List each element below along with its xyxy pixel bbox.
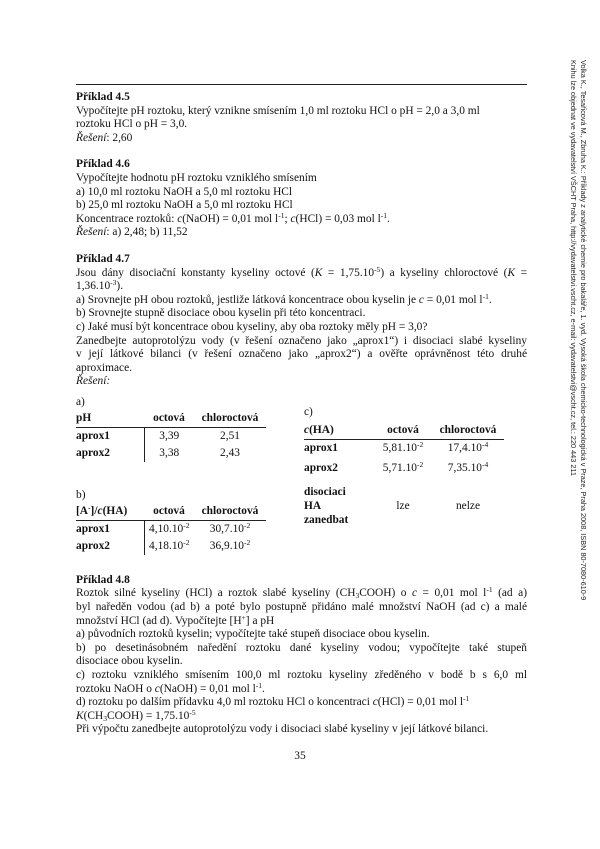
table-row xyxy=(304,439,504,457)
table-cell: 2,43 xyxy=(220,446,240,459)
table-row xyxy=(76,538,266,555)
side-citation-line-2: Knihu lze objednat ve vydavatelství VŠCHT Praha, http://vydavatelstvi.vscht.cz, e-mail: vydavatelstvi@vscht.cz, tel.: 220 443 211 xyxy=(569,60,578,476)
var-c: c xyxy=(154,682,160,695)
table-header-cell: chloroctová xyxy=(194,410,266,428)
text: . xyxy=(262,682,265,695)
text: (NaOH) = 0,01 mol l xyxy=(159,682,256,695)
var-c: c xyxy=(372,696,378,709)
text: [A xyxy=(76,504,89,517)
text: Roztok silné kyseliny (HCl) a roztok slabé kyseliny (CH xyxy=(76,587,356,600)
exponent: -1 xyxy=(486,585,493,595)
example-4-7-note-3: aproximace. xyxy=(76,361,132,374)
text: zanedbat xyxy=(304,513,349,526)
example-4-7-task-b: b) Srovnejte stupně disociace obou kyselin při této koncentraci. xyxy=(76,307,366,320)
table-c xyxy=(304,422,504,533)
table-header-cell xyxy=(304,422,374,440)
solution-label: Řešení xyxy=(76,226,107,239)
table-cell: 3,38 xyxy=(159,446,180,459)
text: = 1,75.10 xyxy=(322,266,375,279)
text: = 0,01 mol l xyxy=(417,587,487,600)
row-label: aprox2 xyxy=(304,462,338,475)
row-label: aprox2 xyxy=(76,538,144,555)
text: 30,7.10 xyxy=(209,522,244,535)
example-4-7-title: Příklad 4.7 xyxy=(76,252,130,265)
text: 1,36.10 xyxy=(76,280,111,293)
example-4-8-task-b-2: disociace obou kyselin. xyxy=(76,655,183,668)
table-header-cell: octová xyxy=(144,410,194,428)
example-4-8-text-3 xyxy=(76,612,527,629)
solution-value: : a) 2,48; b) 11,52 xyxy=(106,226,188,239)
text: 36,9.10 xyxy=(209,539,244,552)
exponent: -1 xyxy=(463,694,470,704)
row-label: aprox2 xyxy=(76,445,144,462)
text: ). xyxy=(116,280,124,293)
table-cell xyxy=(194,520,266,538)
example-4-6-title: Příklad 4.6 xyxy=(76,158,130,171)
exponent: -2 xyxy=(183,537,190,547)
text: (HA) xyxy=(309,423,334,436)
table-header-row xyxy=(76,503,266,521)
example-4-8-task-a: a) původních roztoků kyselin; vypočítejte také stupeň disociace obou kyselin. xyxy=(76,628,430,641)
text: ]/ xyxy=(90,504,98,517)
example-4-7-note-1: Zanedbejte autoprotolýzu vody (v řešení označeno jako „aprox1“) i disociaci slabé kyseliny xyxy=(76,334,527,347)
text: 5,71.10 xyxy=(382,462,417,475)
table-row xyxy=(76,520,266,538)
example-4-7-task-c: c) Jaké musí být koncentrace obou kyseliny, aby oba roztoky měly pH = 3,0? xyxy=(76,320,428,333)
table-cell xyxy=(432,439,504,457)
table-cell xyxy=(144,538,194,555)
solution-label: Řešení xyxy=(76,131,107,144)
var-k: K xyxy=(507,266,516,279)
table-cell: nelze xyxy=(455,500,481,513)
example-4-8-task-c-1: c) roztoku vzniklého smísením 100,0 ml roztoku kyseliny zředěného v bodě b s 6,0 ml xyxy=(76,669,527,682)
table-cell xyxy=(374,457,432,481)
exponent: -1 xyxy=(278,210,285,220)
table-cell xyxy=(144,520,194,538)
table-cell: lze xyxy=(396,500,410,513)
table-header-cell: chloroctová xyxy=(194,503,266,521)
exponent: -1 xyxy=(380,210,388,220)
table-row xyxy=(76,427,266,445)
table-header-cell: chloroctová xyxy=(432,422,504,440)
example-4-8-task-c-2 xyxy=(76,680,527,697)
example-4-7-task-a xyxy=(76,291,527,308)
exponent: -2 xyxy=(416,460,424,470)
superscript: + xyxy=(241,612,246,622)
table-b-label: b) xyxy=(76,488,86,501)
text: a) Srovnejte pH obou roztoků, jestliže látková koncentrace obou kyselin je xyxy=(76,293,419,306)
exponent: -2 xyxy=(243,537,251,547)
example-4-7-text-2 xyxy=(76,280,527,294)
table-header-cell xyxy=(76,503,144,521)
exponent: -1 xyxy=(255,680,263,690)
side-citation xyxy=(568,60,588,600)
text: (CH xyxy=(83,709,104,722)
table-a xyxy=(76,410,266,462)
text: (HA) xyxy=(102,504,128,517)
table-header-cell: pH xyxy=(76,410,144,428)
text: 5,81.10 xyxy=(382,441,417,454)
example-4-8-task-d xyxy=(76,696,527,710)
example-4-6-concentrations xyxy=(76,210,527,227)
exponent: -5 xyxy=(374,264,381,274)
text: . xyxy=(488,293,492,306)
example-4-5-text-1: Vypočítejte pH roztoku, který vznikne smísením 1,0 ml roztoku HCl o pH = 2,0 a 3,0 ml xyxy=(76,104,480,117)
var-c: c xyxy=(418,293,424,306)
table-cell: 2,51 xyxy=(220,429,240,442)
var-k: K xyxy=(76,709,84,722)
example-4-7-note-2: v její látkové bilanci (v řešení označeno jako „aprox2“) a ověřte oprávněnost této druhé xyxy=(76,348,527,361)
table-row xyxy=(76,445,266,462)
example-4-8-text-1 xyxy=(76,587,527,601)
table-row xyxy=(304,481,504,533)
text: 4,10.10 xyxy=(149,522,184,535)
text: HA xyxy=(304,500,322,513)
example-4-8-title: Příklad 4.8 xyxy=(76,573,130,586)
example-4-8-constant xyxy=(76,707,527,724)
exponent: -4 xyxy=(481,460,489,470)
row-label: aprox1 xyxy=(76,427,144,445)
text: 17,4.10 xyxy=(447,441,482,454)
table-header-row xyxy=(76,410,266,428)
table-cell xyxy=(432,457,504,481)
period: . xyxy=(387,212,390,225)
solution-value: : 2,60 xyxy=(106,131,133,144)
table-cell xyxy=(374,439,432,457)
table-header-cell: octová xyxy=(144,503,194,521)
var-c: c xyxy=(177,212,183,225)
text: = xyxy=(515,266,527,279)
text: disociaci xyxy=(304,486,346,499)
text: 7,35.10 xyxy=(447,462,482,475)
exponent: -4 xyxy=(481,439,489,449)
example-4-8-text-2: byl naředěn vodou (ad b) a poté bylo postupně přidáno malé množství NaOH (ad c) a malé xyxy=(76,601,527,614)
table-header-cell: octová xyxy=(374,422,432,440)
table-row xyxy=(304,457,504,481)
page-content xyxy=(76,91,527,737)
text: Jsou dány disociační konstanty kyseliny octové ( xyxy=(76,266,315,279)
text: ) a kyseliny chloroctové ( xyxy=(380,266,508,279)
table-a-label: a) xyxy=(76,395,85,408)
exponent: -1 xyxy=(482,291,489,301)
exponent: -2 xyxy=(243,520,251,530)
header-rule xyxy=(76,84,527,85)
example-4-5-solution xyxy=(76,132,527,146)
separator: ; xyxy=(284,212,291,225)
text: d) roztoku po dalším přídavku 4,0 ml roztoku HCl o koncentraci xyxy=(76,696,373,709)
text: množství HCl (ad d). Vypočítejte [H xyxy=(76,614,242,627)
exponent: -2 xyxy=(183,520,190,530)
text: (HCl) = 0,01 mol l xyxy=(377,696,464,709)
superscript: - xyxy=(88,502,91,512)
example-4-5-text-2: roztoku HCl o pH = 3,0. xyxy=(76,118,188,131)
example-4-6-solution xyxy=(76,226,527,240)
text: = 0,01 mol l xyxy=(423,293,483,306)
var-c: c xyxy=(304,423,310,436)
text: COOH) = 1,75.10 xyxy=(106,709,190,722)
var-c: c xyxy=(97,504,103,517)
text: COOH) o xyxy=(359,587,412,600)
table-b xyxy=(76,503,266,555)
solution-label: Řešení: xyxy=(76,375,111,388)
solution-tables xyxy=(76,396,527,574)
row-label-neglect xyxy=(304,481,374,533)
example-4-7-text-1 xyxy=(76,264,527,281)
var-c: c xyxy=(411,587,418,600)
text: (ad a) xyxy=(492,587,527,600)
table-c-label: c) xyxy=(304,405,313,418)
var-c: c xyxy=(290,212,296,225)
exponent: -3 xyxy=(110,278,117,288)
example-4-8-note: Při výpočtu zanedbejte autoprotolýzu vody i disociaci slabé kyseliny v její látkové bilanci. xyxy=(76,723,489,736)
example-4-5-title: Příklad 4.5 xyxy=(76,91,130,103)
example-4-6-text-2: a) 10,0 ml roztoku NaOH a 5,0 ml roztoku HCl xyxy=(76,185,293,198)
example-4-8-task-b-1: b) po desetinásobném naředění roztoku dané kyseliny vodou; vypočítejte také stupeň xyxy=(76,641,527,654)
hcl-conc: (HCl) = 0,03 mol l xyxy=(295,212,381,225)
text: 4,18.10 xyxy=(149,539,184,552)
text: ] a pH xyxy=(245,614,275,627)
var-k: K xyxy=(314,266,323,279)
example-4-7-solution-label xyxy=(76,375,527,389)
subscript: 3 xyxy=(103,713,107,723)
exponent: -5 xyxy=(189,707,196,717)
subscript: 3 xyxy=(355,591,360,601)
page-number: 35 xyxy=(294,750,306,762)
row-label: aprox1 xyxy=(304,441,338,454)
conc-prefix: Koncentrace roztoků: xyxy=(76,212,178,225)
naoh-conc: (NaOH) = 0,01 mol l xyxy=(182,212,279,225)
table-cell xyxy=(194,538,266,555)
example-4-6-text-1: Vypočítejte hodnotu pH roztoku vzniklého smísením xyxy=(76,171,317,184)
table-header-row xyxy=(304,422,504,440)
table-cell: 3,39 xyxy=(159,429,180,442)
text: roztoku NaOH o xyxy=(76,682,155,695)
exponent: -2 xyxy=(416,439,424,449)
example-4-6-text-3: b) 25,0 ml roztoku NaOH a 5,0 ml roztoku HCl xyxy=(76,199,293,212)
row-label: aprox1 xyxy=(76,520,144,538)
side-citation-line-1: Volka K., Tesařicová M., Zbruha K.: Příklady z analytické chemie pro bakaláře, 1. vyd. Vysoká škola chemicko-technologická v Praze, Praha 2008, ISBN 80-7080-610-9 xyxy=(579,60,588,601)
